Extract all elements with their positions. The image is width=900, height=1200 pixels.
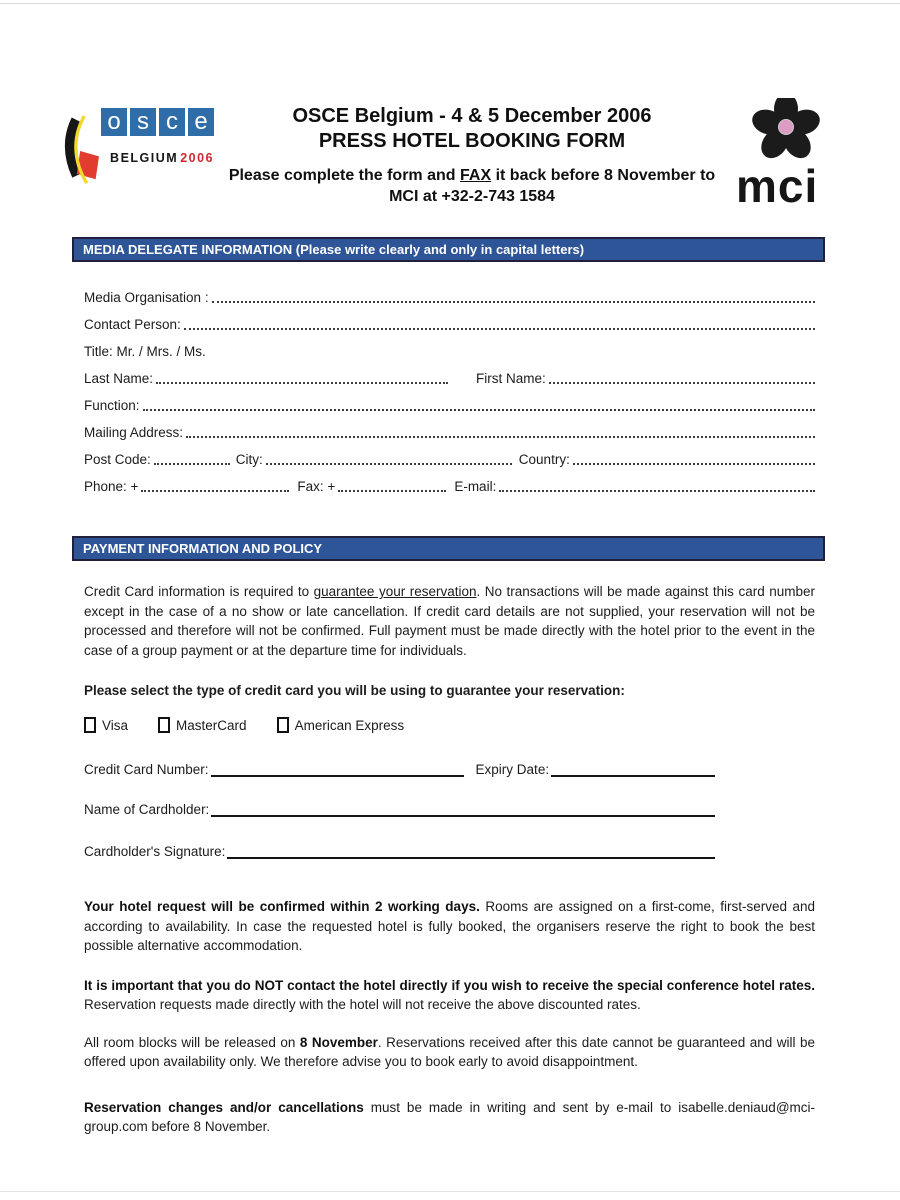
signature-label: Cardholder's Signature: xyxy=(84,844,226,859)
osce-letter: o xyxy=(101,108,127,136)
mailing-address-field[interactable] xyxy=(186,436,815,438)
post-code-label: Post Code: xyxy=(84,452,151,467)
amex-label: American Express xyxy=(294,717,405,733)
note-3-bold: 8 November xyxy=(299,1034,378,1050)
form-title-line1: OSCE Belgium - 4 & 5 December 2006 xyxy=(292,105,652,127)
signature-field[interactable] xyxy=(227,857,715,859)
fax-field[interactable] xyxy=(338,490,446,492)
mci-flower-icon xyxy=(752,98,820,160)
note-1-text: Rooms are assigned on a first-come, first-served and according to availability. In case the requested hotel is fully booked, the organisers reserve the right to book the best possible alternative accommodation. xyxy=(84,899,815,953)
page-top-edge xyxy=(0,3,900,4)
osce-letter: e xyxy=(188,108,214,136)
email-field[interactable] xyxy=(499,490,815,492)
post-code-field[interactable] xyxy=(154,463,230,465)
mastercard-checkbox[interactable] xyxy=(158,717,170,733)
policy-pre: Credit Card information is required to xyxy=(84,584,314,599)
title-block xyxy=(214,96,730,207)
note-2-text: Reservation requests made directly with the hotel will not receive the above discounted rates. xyxy=(84,997,641,1012)
fax-instruction-fax: FAX xyxy=(460,167,492,184)
osce-swoosh-icon xyxy=(62,96,101,202)
first-name-field[interactable] xyxy=(549,382,815,384)
function-label: Function: xyxy=(84,398,140,413)
field-row-media-organisation xyxy=(84,289,815,306)
fax-instruction-post: it back before 8 November to xyxy=(491,167,716,184)
form-title-line2: PRESS HOTEL BOOKING FORM xyxy=(318,130,626,152)
field-row-mailing-address xyxy=(84,424,815,441)
media-fields xyxy=(84,289,815,495)
fax-instruction xyxy=(214,165,730,207)
phone-label: Phone: + xyxy=(84,479,139,494)
note-room-blocks xyxy=(84,1033,815,1072)
osce-letter: c xyxy=(159,108,185,136)
field-row-name xyxy=(84,370,815,387)
field-row-function xyxy=(84,397,815,414)
last-name-field[interactable] xyxy=(156,382,448,384)
country-field[interactable] xyxy=(573,463,815,465)
field-row-title xyxy=(84,343,815,360)
card-option-visa[interactable] xyxy=(84,717,128,733)
cardholder-name-row xyxy=(84,801,715,819)
note-3-pre: All room blocks will be released on xyxy=(84,1034,300,1050)
osce-logo-body xyxy=(101,96,214,202)
signature-row xyxy=(84,843,715,861)
mci-wordmark: mci xyxy=(736,160,819,212)
card-number-label: Credit Card Number: xyxy=(84,762,209,777)
field-row-contact-person xyxy=(84,316,815,333)
first-name-label: First Name: xyxy=(476,371,546,386)
email-label: E-mail: xyxy=(454,479,497,494)
card-number-field[interactable] xyxy=(211,775,464,777)
contact-person-label: Contact Person: xyxy=(84,317,181,332)
fax-instruction-number: MCI at +32-2-743 1584 xyxy=(389,188,555,205)
title-label: Title: Mr. / Mrs. / Ms. xyxy=(84,344,206,359)
osce-letter: s xyxy=(130,108,156,136)
card-options-row xyxy=(84,717,815,733)
media-organisation-field[interactable] xyxy=(212,301,815,303)
note-2-bold: It is important that you do NOT contact the hotel directly if you wish to receive the special conference hotel rates. xyxy=(84,977,815,993)
expiry-date-field[interactable] xyxy=(551,775,715,777)
note-cancellations xyxy=(84,1098,815,1137)
page-bottom-edge xyxy=(0,1191,900,1192)
policy-underlined: guarantee your reservation xyxy=(313,584,477,599)
note-1-bold: Your hotel request will be confirmed within 2 working days. xyxy=(84,899,480,914)
visa-checkbox[interactable] xyxy=(84,717,96,733)
note-4-bold: Reservation changes and/or cancellations xyxy=(84,1099,364,1115)
osce-subtitle-year: 2006 xyxy=(180,151,214,165)
function-field[interactable] xyxy=(143,409,815,411)
osce-subtitle xyxy=(101,151,214,165)
osce-logo xyxy=(62,96,214,202)
card-option-amex[interactable] xyxy=(277,717,405,733)
cardholder-name-field[interactable] xyxy=(211,815,715,817)
country-label: Country: xyxy=(518,452,570,467)
city-label: City: xyxy=(235,452,263,467)
osce-subtitle-belgium: BELGIUM xyxy=(110,151,179,165)
payment-policy-paragraph xyxy=(84,582,815,660)
policy-post: . No transactions will be made against this card number except in the case of a no show or late cancellation. If credit card details are not supplied, your reservation will not be processed and therefore will not be confirmed. Full payment must be made directly with the hotel prior to the event in the case of a group payment or at the departure time for individuals. xyxy=(84,584,815,658)
mastercard-label: MasterCard xyxy=(176,717,247,733)
field-row-phone-fax-email xyxy=(84,478,815,495)
last-name-label: Last Name: xyxy=(84,371,154,386)
note-no-direct-contact xyxy=(84,976,815,1015)
city-field[interactable] xyxy=(266,463,512,465)
fax-instruction-pre: Please complete the form and xyxy=(228,167,460,184)
visa-label: Visa xyxy=(102,717,129,733)
contact-person-field[interactable] xyxy=(184,328,815,330)
header xyxy=(62,96,842,212)
mailing-address-label: Mailing Address: xyxy=(84,425,184,440)
expiry-date-label: Expiry Date: xyxy=(475,762,550,777)
note-3-text: . Reservations received after this date cannot be guaranteed and will be offered upon availability only. We therefore advise you to book early to avoid disappointment. xyxy=(84,1034,815,1069)
osce-letter-squares xyxy=(101,108,214,136)
phone-field[interactable] xyxy=(141,490,289,492)
note-4-text: must be made in writing and sent by e-mail to isabelle.deniaud@mci-group.com before 8 November. xyxy=(84,1099,816,1134)
card-number-row xyxy=(84,761,715,779)
media-organisation-label: Media Organisation : xyxy=(84,290,209,305)
card-select-prompt: Please select the type of credit card you will be using to guarantee your reservation: xyxy=(84,683,625,698)
amex-checkbox[interactable] xyxy=(277,717,289,733)
card-option-mastercard[interactable] xyxy=(158,717,247,733)
payment-section-header: PAYMENT INFORMATION AND POLICY xyxy=(72,536,825,561)
field-row-postcode-city-country xyxy=(84,451,815,468)
media-section-header: MEDIA DELEGATE INFORMATION (Please write clearly and only in capital letters) xyxy=(72,237,825,262)
cardholder-name-label: Name of Cardholder: xyxy=(84,802,210,817)
mci-logo xyxy=(730,96,842,212)
note-confirmation xyxy=(84,897,815,956)
fax-label: Fax: + xyxy=(297,479,336,494)
